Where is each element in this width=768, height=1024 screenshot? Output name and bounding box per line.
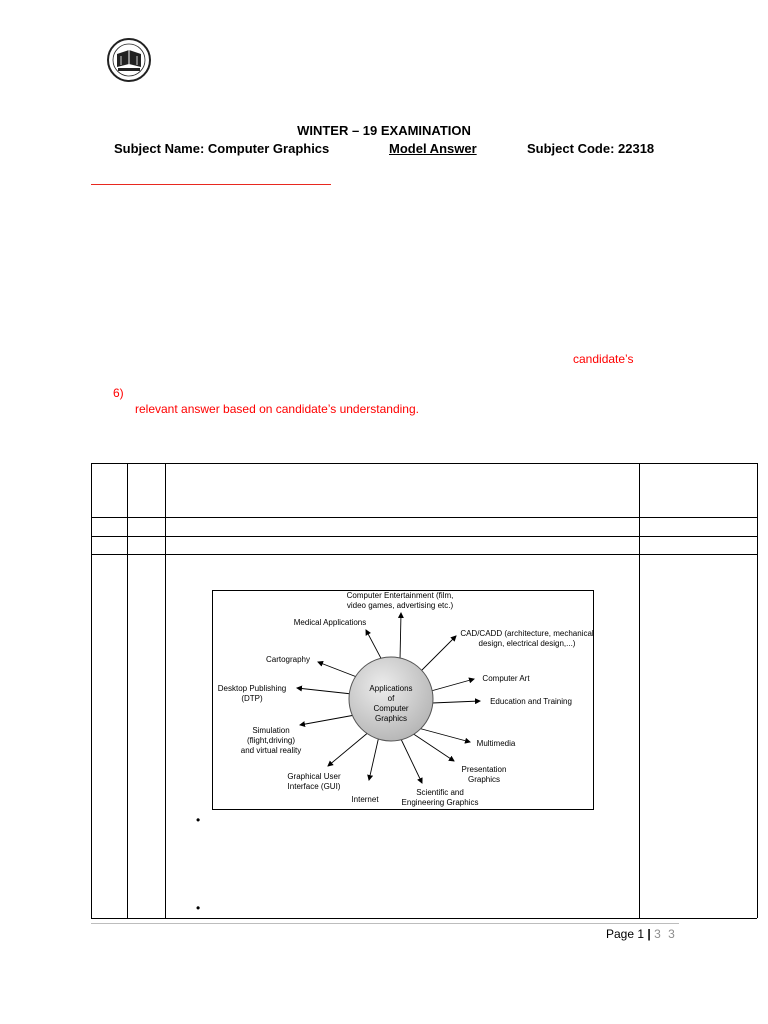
institution-logo	[106, 37, 152, 83]
table-border-top	[91, 463, 757, 464]
arrow-gui	[328, 731, 370, 766]
page-separator: |	[647, 927, 651, 941]
arrow-scientific	[400, 737, 422, 783]
label-scientific-2: Engineering Graphics	[401, 798, 479, 807]
label-cad: CAD/CADD (architecture, mechanical	[460, 629, 594, 638]
label-gui-2: Interface (GUI)	[287, 782, 341, 791]
label-computer-art: Computer Art	[482, 674, 530, 683]
table-col-divider	[639, 463, 640, 918]
label-internet: Internet	[351, 795, 379, 804]
arrow-cad	[420, 636, 456, 672]
hub-label-1: Applications	[369, 684, 413, 693]
label-cad-2: design, electrical design,...)	[478, 639, 576, 648]
arrow-education	[432, 701, 480, 703]
page-label: Page 1	[606, 927, 645, 941]
label-entertainment-2: video games, advertising etc.)	[346, 601, 454, 610]
arrow-presentation	[412, 733, 454, 761]
instruction-candidate-fragment: candidate’s	[573, 352, 634, 366]
label-cartography: Cartography	[265, 655, 311, 664]
exam-title: WINTER – 19 EXAMINATION	[297, 123, 471, 138]
label-entertainment: Computer Entertainment (film,	[346, 591, 454, 600]
label-dtp: Desktop Publishing	[217, 684, 287, 693]
table-col-divider	[91, 463, 92, 918]
label-simulation: Simulation	[252, 726, 290, 735]
table-col-divider	[127, 463, 128, 918]
bullet-point: •	[196, 901, 201, 915]
page-total: 3 3	[654, 927, 677, 941]
arrow-entertainment	[400, 613, 401, 660]
table-row-divider	[91, 536, 757, 537]
label-presentation: Presentation	[461, 765, 507, 774]
footer-divider	[91, 923, 679, 924]
arrow-dtp	[297, 688, 352, 694]
arrow-simulation	[300, 715, 355, 725]
arrow-internet	[369, 736, 379, 780]
label-simulation-2: (flight,driving)	[246, 736, 296, 745]
label-education: Education and Training	[490, 697, 572, 706]
table-border-bottom	[91, 918, 757, 919]
table-row-divider	[91, 554, 757, 555]
hub-label-4: Graphics	[374, 714, 408, 723]
label-gui: Graphical User	[287, 772, 341, 781]
label-scientific: Scientific and	[416, 788, 464, 797]
bullet-point: •	[196, 813, 201, 827]
subject-name: Subject Name: Computer Graphics	[114, 141, 330, 156]
table-col-divider	[165, 463, 166, 918]
subject-code: Subject Code: 22318	[527, 141, 655, 156]
label-medical: Medical Applications	[293, 618, 367, 627]
table-col-divider	[757, 463, 758, 918]
hub-label-3: Computer	[373, 704, 409, 713]
model-answer-label: Model Answer	[389, 141, 477, 156]
label-presentation-2: Graphics	[467, 775, 501, 784]
label-dtp-2: (DTP)	[241, 694, 263, 703]
hub-label-2: of	[387, 694, 395, 703]
table-row-divider	[91, 517, 757, 518]
label-simulation-3: and virtual reality	[240, 746, 302, 755]
applications-diagram	[212, 590, 594, 810]
label-multimedia: Multimedia	[476, 739, 516, 748]
page-footer	[606, 927, 677, 941]
arrow-computer-art	[431, 679, 474, 691]
red-divider	[91, 184, 331, 185]
instruction-number: 6)	[113, 386, 124, 400]
arrow-multimedia	[418, 728, 470, 742]
instruction-relevant-answer: relevant answer based on candidate’s understanding.	[135, 402, 419, 416]
